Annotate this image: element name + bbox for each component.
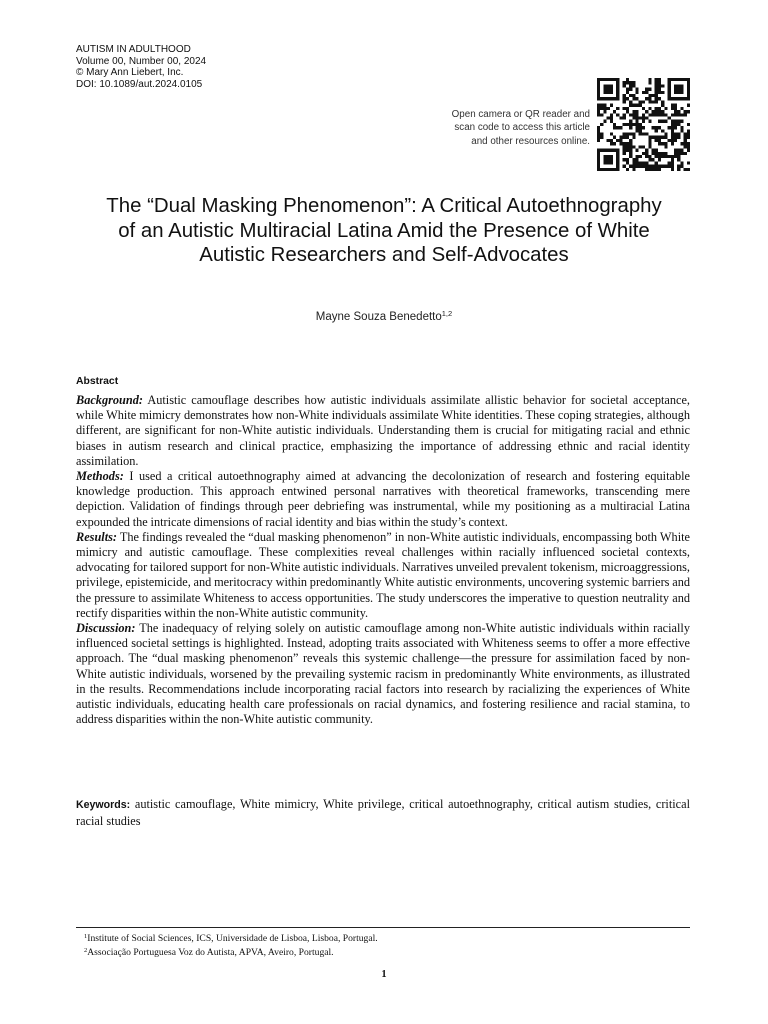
keywords-label: Keywords:: [76, 799, 131, 811]
author-name: Mayne Souza Benedetto: [315, 311, 442, 323]
footnote-text: Institute of Social Sciences, ICS, Universidade de Lisboa, Lisboa, Portugal.: [87, 933, 378, 944]
footnote-mark: 1: [84, 933, 88, 940]
journal-doi: DOI: 10.1089/aut.2024.0105: [76, 78, 203, 90]
title-line: The “Dual Masking Phenomenon”: A Critical Autoethnography: [106, 195, 662, 217]
abstract-body: [76, 393, 690, 727]
journal-info: [76, 44, 206, 90]
footnote: [84, 945, 378, 959]
author-line: [0, 309, 768, 323]
abstract-section-discussion: [76, 621, 690, 727]
journal-volume: Volume 00, Number 00, 2024: [76, 55, 207, 67]
article-title: [60, 194, 708, 268]
qr-code-icon[interactable]: [597, 78, 690, 171]
qr-note-line: and other resources online.: [471, 135, 590, 147]
qr-note-line: Open camera or QR reader and: [451, 109, 590, 120]
keywords: [76, 797, 690, 830]
section-label: Methods:: [76, 469, 124, 484]
abstract-section-methods: [76, 469, 690, 530]
qr-note-line: scan code to access this article: [454, 122, 590, 134]
footnote-divider: [76, 927, 690, 928]
abstract-section-results: [76, 530, 690, 621]
footnote-text: Associação Portuguesa Voz do Autista, APVA, Aveiro, Portugal.: [87, 947, 334, 959]
author-affiliation-marks: 1,2: [441, 309, 453, 318]
qr-note: [452, 108, 590, 148]
section-label: Background:: [76, 393, 143, 407]
journal-name: AUTISM IN ADULTHOOD: [76, 44, 191, 55]
journal-copyright: © Mary Ann Liebert, Inc.: [76, 67, 184, 79]
footnote-mark: 2: [84, 947, 88, 955]
abstract-heading: Abstract: [76, 376, 119, 387]
section-text: The findings revealed the “dual masking phenomenon” in non-White autistic individuals, encompassing both White mimicry and autistic camouflage. These complexities reveal challenges within racially influenced societal contexts, advocating for tailored support for non-White autistic individuals. Narratives unveiled prevalent tokenism, microaggressions, privilege, epistemicide, and meritocracy within predominantly White autistic environments, uncovering systemic barriers and the pressure to assimilate Whiteness to access opportunities. The study underscores the imperative to question neutrality and rectify disparities within the non-White autistic community.: [76, 529, 690, 620]
footnotes: [84, 931, 378, 959]
section-text: The inadequacy of relying solely on autistic camouflage among non-White autistic individuals within racially influenced societal settings is highlighted. Instead, adopting traits associated with Whiteness seems to offer a more effective approach. The “dual masking phenomenon” reveals this systemic challenge—the pressure for assimilation faced by non-White autistic individuals, worsened by the prevailing systemic racism in predominantly White environments, as illustrated in the results. Recommendations include incorporating racial factors into research by racializing the experiences of White autistic individuals, educating health care professionals on racial dynamics, and fostering resilience and racial stamina, to address disparities within the non-White autistic community.: [76, 621, 690, 727]
section-label: Discussion:: [76, 621, 136, 636]
section-text: I used a critical autoethnography aimed at advancing the decolonization of research and fostering equitable knowledge production. This approach entwined personal narratives with theoretical frameworks, transcending mere depiction. Validation of findings through peer debriefing was instrumental, while my positioning as a multiracial Latina expounded the intricate dimensions of racial identity and bias within the study’s context.: [76, 469, 690, 529]
title-line: of an Autistic Multiracial Latina Amid the Presence of White: [118, 219, 650, 242]
keywords-text: autistic camouflage, White mimicry, White privilege, critical autoethnography, critical autism studies, critical racial studies: [76, 797, 690, 828]
page-number: 1: [381, 969, 387, 980]
footnote: [84, 931, 378, 945]
abstract-section-background: [76, 393, 690, 469]
title-line: Autistic Researchers and Self-Advocates: [199, 244, 569, 267]
section-label: Results:: [76, 529, 117, 544]
section-text: Autistic camouflage describes how autistic individuals assimilate allistic behavior for societal acceptance, while White mimicry demonstrates how non-White individuals assimilate White identities. These coping strategies, although different, are significant for non-White autistic individuals. Understanding them is crucial for mitigating racial and ethnic biases in autism research and clinical practice, emphasizing the importance of addressing ethnic and racial identity assimilation.: [76, 393, 690, 468]
